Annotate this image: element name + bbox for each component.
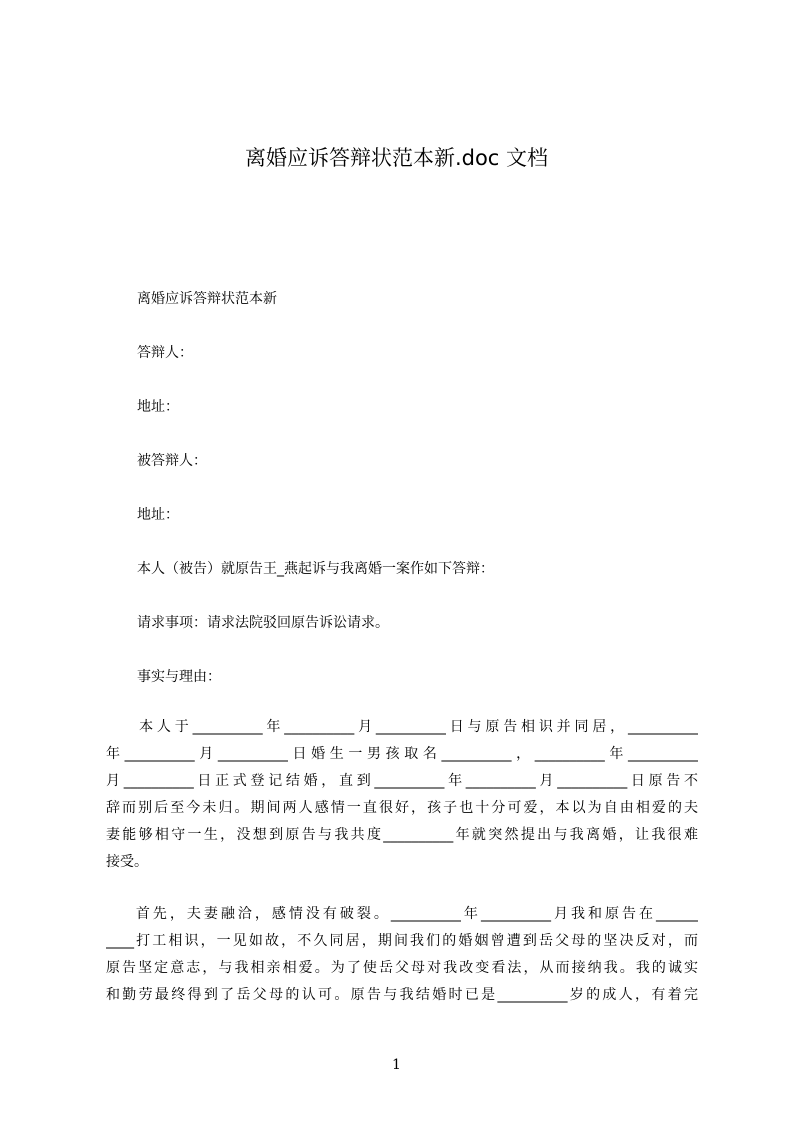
plaintiff-label: 被答辩人： <box>137 453 207 469</box>
facts-and-reasons-label: 事实与理由： <box>137 669 221 685</box>
paragraph-line: 首先，夫妻融洽，感情没有破裂。__________年__________月我和原告在______ <box>106 906 698 922</box>
respondent-address-label: 地址： <box>137 399 179 415</box>
body-paragraph-1 <box>106 714 698 876</box>
paragraph-line: 和勤劳最终得到了岳父母的认可。原告与我结婚时已是__________岁的成人，有着完 <box>106 987 698 1003</box>
page-number: 1 <box>392 1057 401 1073</box>
document-title: 离婚应诉答辩状范本新.doc 文档 <box>244 146 549 170</box>
paragraph-line: 本人于__________年__________月__________日与原告相识并同居，__________ <box>106 719 698 735</box>
plaintiff-address-label: 地址： <box>137 507 179 523</box>
paragraph-line: 月__________日正式登记结婚，直到__________年__________月__________日原告不 <box>106 773 698 789</box>
body-paragraph-2 <box>106 901 698 1009</box>
paragraph-line: ____打工相识，一见如故，不久同居，期间我们的婚姻曾遭到岳父母的坚决反对，而 <box>106 933 698 949</box>
statement-intro: 本人（被告）就原告王_燕起诉与我离婚一案作如下答辩： <box>137 561 494 577</box>
heading-line: 离婚应诉答辩状范本新 <box>137 291 277 307</box>
paragraph-line: 接受。 <box>106 854 148 870</box>
paragraph-line: 年__________月__________日婚生一男孩取名__________，__________年__________ <box>106 746 698 762</box>
paragraph-line: 原告坚定意志，与我相亲相爱。为了使岳父母对我改变看法，从而接纳我。我的诚实 <box>106 960 698 976</box>
request-items: 请求事项：请求法院驳回原告诉讼请求。 <box>137 615 389 631</box>
paragraph-line: 辞而别后至今未归。期间两人感情一直很好，孩子也十分可爱，本以为自由相爱的夫 <box>106 800 698 816</box>
paragraph-line: 妻能够相守一生，没想到原告与我共度__________年就突然提出与我离婚，让我很难 <box>106 827 698 843</box>
respondent-label: 答辩人： <box>137 345 193 361</box>
